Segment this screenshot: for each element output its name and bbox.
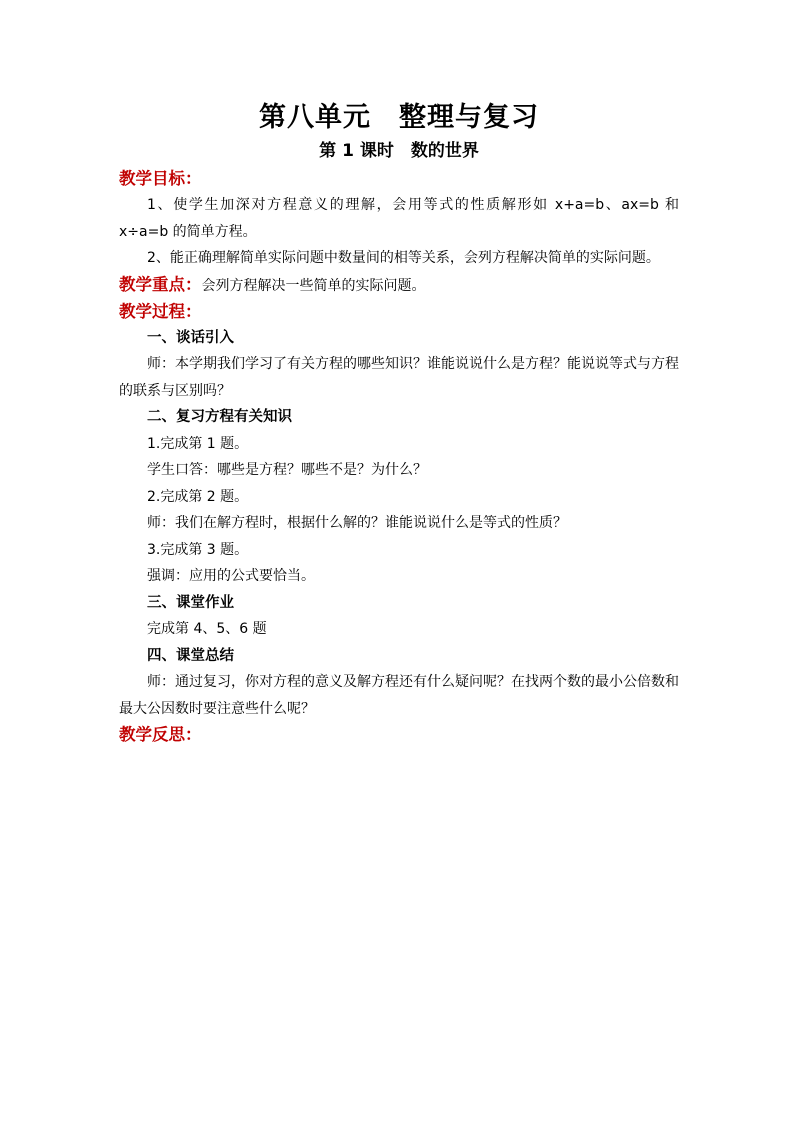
section-heading-intro: 一、谈话引入 [147,329,234,346]
process-label: 教学过程： [119,301,202,321]
section-heading-homework: 三、课堂作业 [147,594,234,611]
intro-text: 师：本学期我们学习了有关方程的哪些知识？谁能说说什么是方程？能说说等式与方程的联系与区别吗？ [119,356,679,399]
reflection-label: 教学反思： [119,725,202,744]
review-line: 3.完成第 3 题。 [147,541,249,558]
summary-text: 师：通过复习，你对方程的意义及解方程还有什么疑问呢？在找两个数的最小公倍数和最大公因数时要注意些什么呢？ [119,674,679,717]
review-line: 2.完成第 2 题。 [147,488,249,505]
section-heading-summary: 四、课堂总结 [147,647,234,664]
goal-item-1: 1、使学生加深对方程意义的理解，会用等式的性质解形如 x+a=b、ax=b 和 x÷a=b 的简单方程。 [119,197,679,240]
homework-text: 完成第 4、5、6 题 [147,621,267,637]
lesson-subtitle: 第 1 课时 数的世界 [319,141,479,161]
section-heading-review: 二、复习方程有关知识 [147,409,292,425]
review-line: 强调：应用的公式要恰当。 [147,568,315,584]
review-line: 1.完成第 1 题。 [147,435,249,452]
review-line: 师：我们在解方程时，根据什么解的？谁能说说什么是等式的性质？ [147,515,567,531]
keypoint-section [119,272,679,299]
review-line: 学生口答：哪些是方程？哪些不是？为什么？ [147,462,427,478]
goals-label: 教学目标： [119,169,202,188]
keypoint-text: 会列方程解决一些简单的实际问题。 [201,277,426,294]
goal-item-2: 2、能正确理解简单实际问题中数量间的相等关系，会列方程解决简单的实际问题。 [147,250,660,266]
page-title: 第八单元 整理与复习 [259,102,539,133]
document-page [119,98,679,748]
keypoint-label: 教学重点： [119,274,202,294]
